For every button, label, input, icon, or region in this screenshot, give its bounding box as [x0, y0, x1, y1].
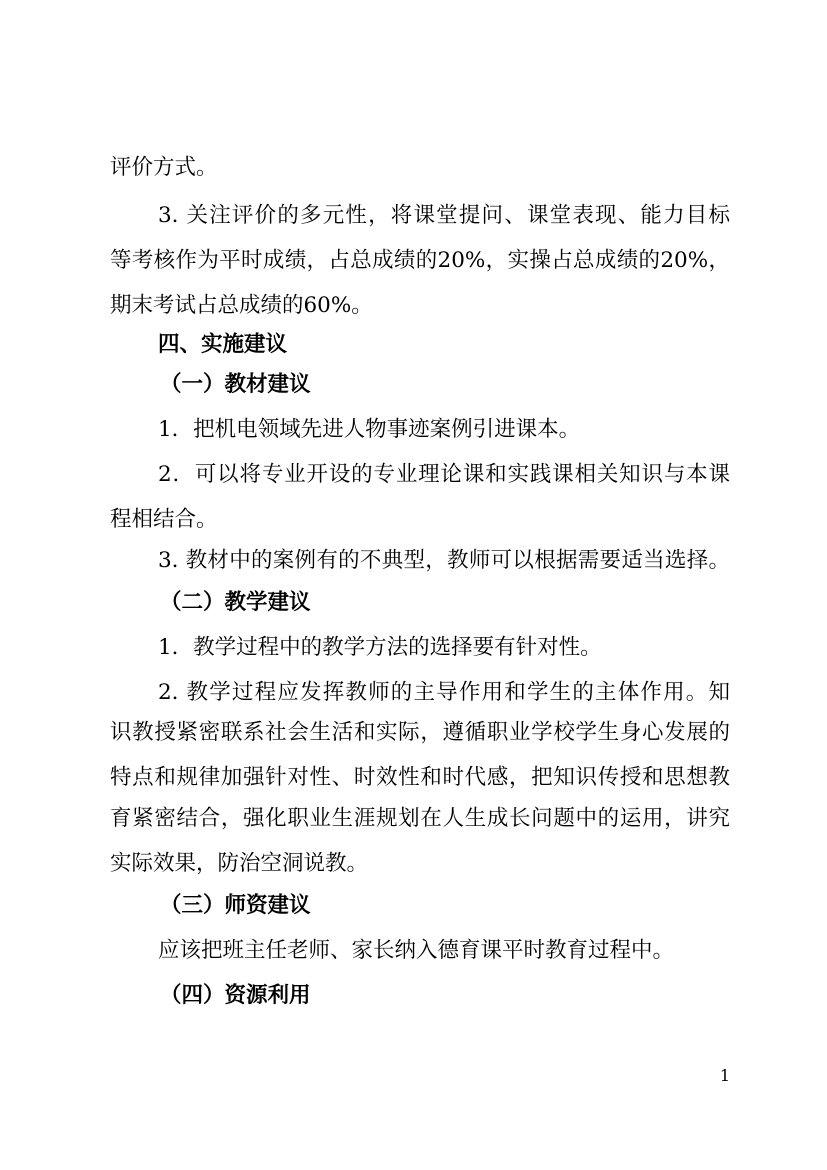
text-line-item-3-start: 3. 关注评价的多元性，将课堂提问、课堂表现、能力目标: [158, 203, 730, 228]
heading-teaching-suggestions: （二）教学建议: [160, 590, 311, 615]
page-number: 1: [719, 1066, 730, 1085]
text-line-teaching-2-cont-1: 识教授紧密联系社会生活和实际，遵循职业学校学生身心发展的: [110, 720, 730, 745]
heading-implementation-suggestions: 四、实施建议: [158, 332, 288, 357]
text-line-textbook-2-end: 程相结合。: [110, 507, 218, 532]
text-line-teaching-1: 1．教学过程中的教学方法的选择要有针对性。: [158, 635, 602, 660]
text-line-teaching-2-end: 实际效果，防治空洞说教。: [110, 851, 369, 876]
text-line-teaching-2-cont-3: 育紧密结合，强化职业生涯规划在人生成长问题中的运用，讲究: [110, 806, 730, 831]
text-line-item-3-end: 期末考试占总成绩的60%。: [110, 293, 373, 318]
heading-teacher-suggestions: （三）师资建议: [160, 893, 311, 918]
text-line-teaching-2-start: 2. 教学过程应发挥教师的主导作用和学生的主体作用。知: [158, 680, 730, 705]
text-line-textbook-1: 1．把机电领域先进人物事迹案例引进课本。: [158, 417, 581, 442]
text-line-item-3-cont: 等考核作为平时成绩，占总成绩的20%，实操占总成绩的20%，: [110, 248, 730, 273]
text-line-evaluation-method: 评价方式。: [110, 155, 218, 180]
text-line-textbook-2-start: 2．可以将专业开设的专业理论课和实践课相关知识与本课: [158, 462, 730, 487]
text-line-teacher-1: 应该把班主任老师、家长纳入德育课平时教育过程中。: [158, 938, 675, 963]
heading-textbook-suggestions: （一）教材建议: [160, 372, 311, 397]
text-line-textbook-3: 3. 教材中的案例有的不典型，教师可以根据需要适当选择。: [158, 548, 730, 573]
heading-resource-utilization: （四）资源利用: [160, 983, 311, 1008]
text-line-teaching-2-cont-2: 特点和规律加强针对性、时效性和时代感，把知识传授和思想教: [110, 765, 730, 790]
